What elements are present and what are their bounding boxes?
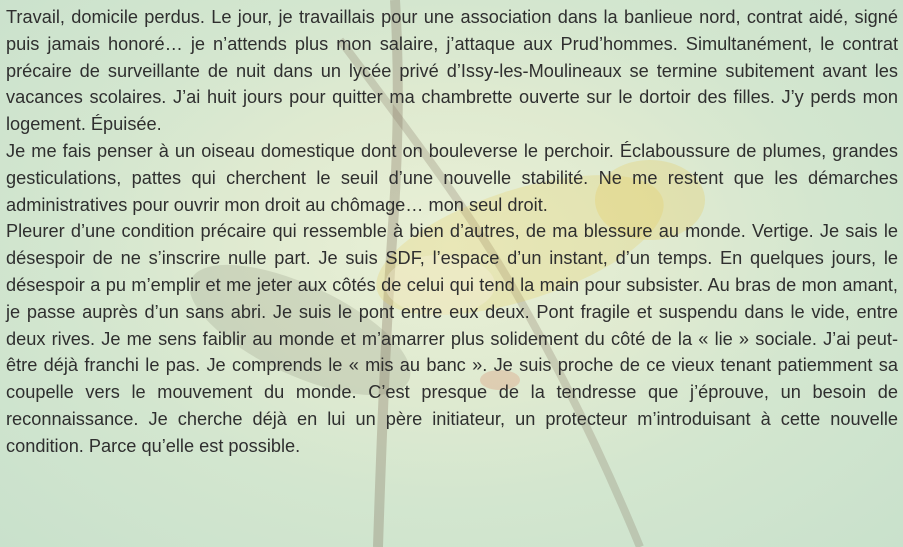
text-block xyxy=(6,4,898,460)
paragraph-1: Travail, domicile perdus. Le jour, je travaillais pour une association dans la banlieue nord, contrat aidé, signé puis jamais honoré… je n’attends plus mon salaire, j’attaque aux Prud’hommes. Simultanément, le contrat précaire de surveillante de nuit dans un lycée privé d’Issy-les-Moulineaux se termine subitement avant les vacances scolaires. J’ai huit jours pour quitter ma chambrette ouverte sur le dortoir des filles. J’y perds mon logement. Épuisée. xyxy=(6,7,898,135)
paragraph-3: Pleurer d’une condition précaire qui ressemble à bien d’autres, de ma blessure au monde. Vertige. Je sais le désespoir de ne s’inscrire nulle part. Je suis SDF, l’espace d’un instant, d’un temps. En quelques jours, le désespoir a pu m’emplir et me jeter aux côtés de celui qui tend la main pour subsister. Au bras de mon amant, je passe auprès d’un sans abri. Je suis le pont entre eux deux. Pont fragile et suspendu dans le vide, entre deux rives. Je me sens faiblir au monde et m’amarrer plus solidement du côté de la « lie » sociale. J’ai peut-être déjà franchi le pas. Je comprends le « mis au banc ». Je suis proche de ce vieux tenant patiemment sa coupelle vers le mouvement du monde. C’est presque de la tendresse que j’éprouve, un besoin de reconnaissance. Je cherche déjà en lui un père initiateur, un protecteur m’introduisant à cette nouvelle condition. Parce qu’elle est possible. xyxy=(6,221,898,456)
paragraph-2: Je me fais penser à un oiseau domestique dont on bouleverse le perchoir. Éclaboussure de plumes, grandes gesticulations, pattes qui cherchent le seuil d’une nouvelle stabilité. Ne me restent que les démarches administratives pour ouvrir mon droit au chômage… mon seul droit. xyxy=(6,140,898,215)
